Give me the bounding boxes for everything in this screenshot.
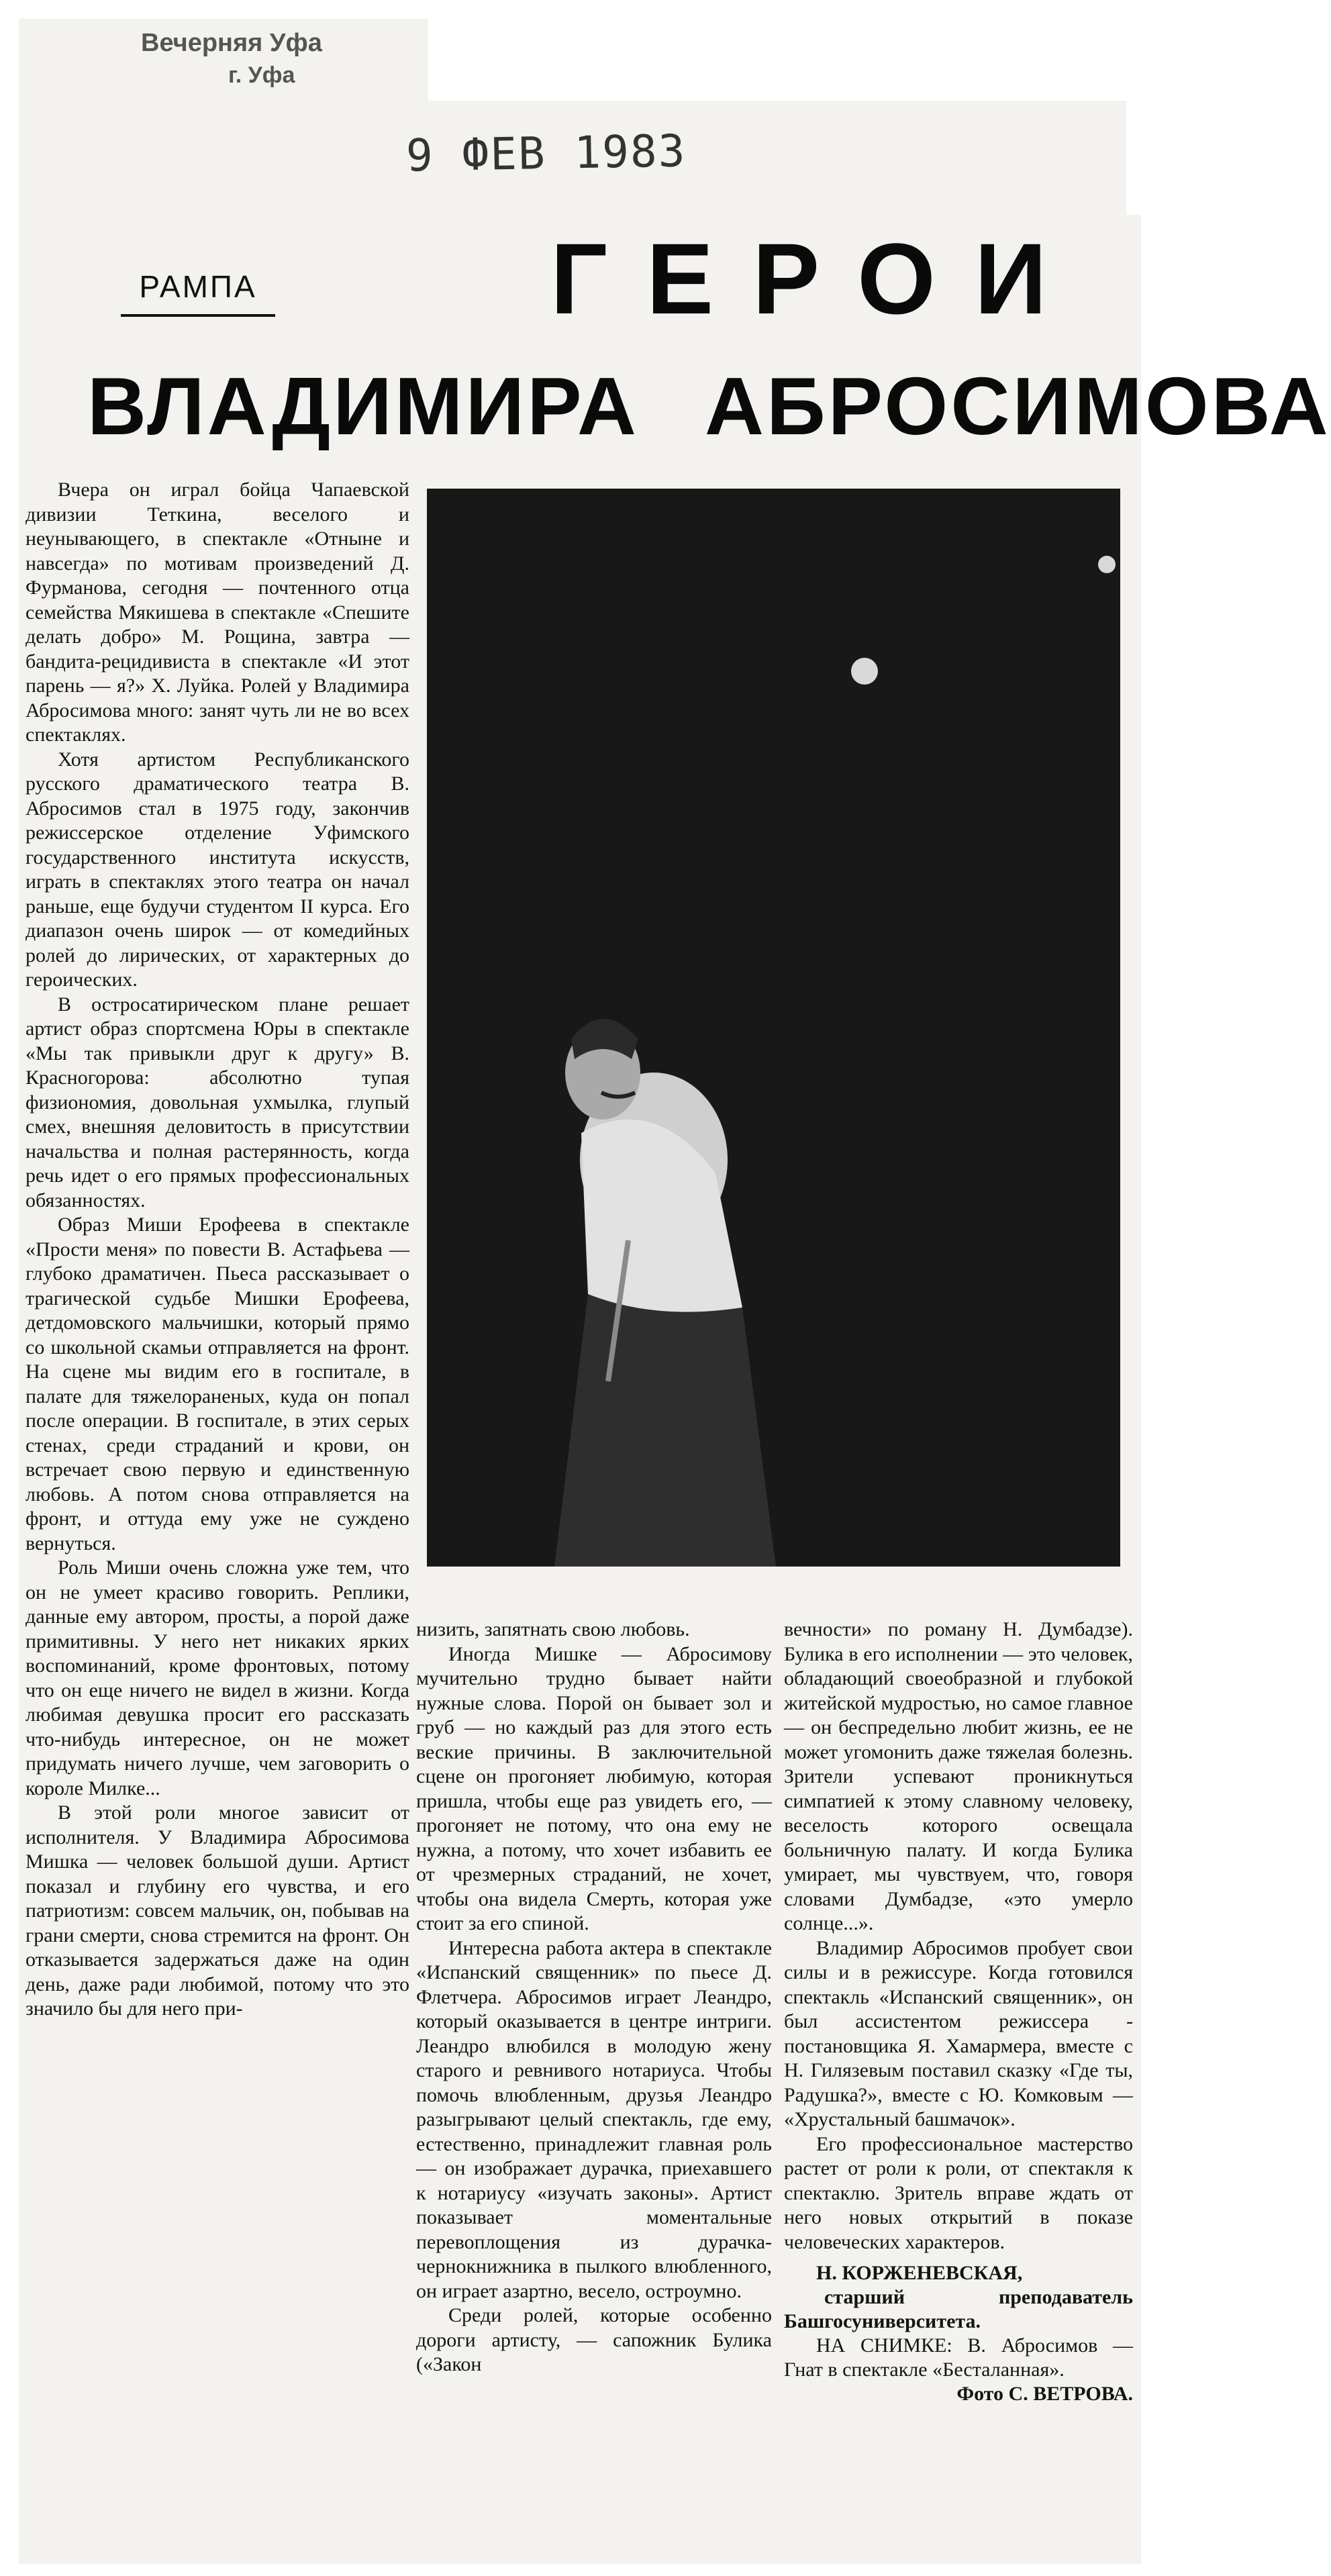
newspaper-name: Вечерняя Уфа — [141, 29, 322, 57]
rubric-underline — [121, 314, 275, 317]
article-column-3 — [784, 1618, 1133, 2406]
paragraph: Владимир Абросимов пробует свои силы и в режиссуре. Когда готовился спектакль «Испанский священник», он был ассистентом режиссера - постановщика Я. Хамармера, вместе с Н. Гилязевым поставил сказку «Где ты, Радушка?», вместе с Ю. Комковым — «Хрустальный башмачок». — [784, 1936, 1133, 2130]
author-role: старший преподаватель Башгосуниверситета. — [784, 2286, 1133, 2332]
paragraph: вечности» по роману Н. Думбадзе). Булика в его исполнении — это человек, обладающий своеобразной и глубокой житейской мудростью, но самое главное — он беспредельно любит жизнь, ее не может угомонить даже тяжелая болезнь. Зрители успевают проникнуться симпатией к этому славному человеку, веселость которого освещала больничную палату. И когда Булика умирает, мы чувствуем, что, говоря словами Думбадзе, «это умерло солнце...». — [784, 1618, 1133, 1934]
section-rubric — [121, 268, 275, 317]
paragraph: Роль Миши очень сложна уже тем, что он не умеет красиво говорить. Реплики, данные ему автором, просты, а порой даже примитивны. У него нет никаких ярких воспоминаний, кроме фронтовых, потому что он еще ничего не видел в жизни. Когда любимая девушка просит его рассказать что-нибудь интересное, он не может придумать ничего лучше, чем заговорить о короле Милке... — [26, 1556, 409, 1799]
paragraph: низить, запятнать свою любовь. — [416, 1618, 690, 1640]
rubric-label: РАМПА — [139, 269, 257, 304]
paragraph: Среди ролей, которые особенно дороги артисту, — сапожник Булика («Закон — [416, 2304, 772, 2375]
date-stamp: 9 ФЕВ 1983 — [405, 125, 687, 182]
article-column-1 — [26, 478, 409, 2022]
paragraph: Вчера он играл бойца Чапаевской дивизии Теткина, веселого и неунывающего, в спектакле «Отныне и навсегда» по мотивам произведений Д. Фурманова, сегодня — почтенного отца семейства Мякишева в спектакле «Спешите делать добро» М. Рощина, завтра — бандита-рецидивиста в спектакле «И этот парень — я?» Х. Луйка. Ролей у Владимира Абросимова много: занят чуть ли не во всех спектаклях. — [26, 479, 409, 746]
actor-figure — [427, 489, 1120, 1567]
article-signature — [784, 2261, 1133, 2406]
paragraph: Его профессиональное мастерство растет от роли к роли, от спектакля к спектаклю. Зритель вправе ждать от него новых открытий в показе человеческих характеров. — [784, 2132, 1133, 2253]
author-name: Н. КОРЖЕНЕВСКАЯ, — [816, 2262, 1023, 2284]
paragraph: В остросатирическом плане решает артист образ спортсмена Юры в спектакле «Мы так привыкли друг к другу» В. Красногорова: абсолютно тупая физиономия, довольная ухмылка, глупый смех, внешняя деловитость в присутствии начальства и полная растерянность, когда речь идет о его прямых профессиональных обязанностях. — [26, 993, 409, 1211]
newspaper-city: г. Уфа — [228, 62, 295, 88]
paragraph: Образ Миши Ерофеева в спектакле «Прости меня» по повести В. Астафьева — глубоко драматичен. Пьеса рассказывает о трагической судьбе Мишки Ерофеева, детдомовского мальчишки, который прямо со школьной скамьи отправляется на фронт. На сцене мы видим его в госпитале, в палате для тяжелораненых, куда он попал после операции. В госпитале, в этих серых стенах, среди страданий и крови, он встречает свою первую и единственную любовь. А потом снова отправляется на фронт, и оттуда ему уже не суждено вернуться. — [26, 1213, 409, 1554]
paragraph: Интересна работа актера в спектакле «Испанский священник» по пьесе Д. Флетчера. Абросимов играет Леандро, который оказывается в центре интриги. Леандро влюбился в молодую жену старого и ревнивого нотариуса. Чтобы помочь влюбленным, друзья Леандро разыгрывают целый спектакль, где ему, естественно, принадлежит главная роль — он изображает дурачка, приехавшего к нотариусу «изучать законы». Артист показывает моментальные перевоплощения из дурачка-чернокнижника в пылкого влюбленного, он играет азартно, весело, остроумно. — [416, 1936, 772, 2302]
newspaper-masthead — [141, 27, 409, 91]
actor-stage-photo — [427, 489, 1120, 1567]
article-column-2 — [416, 1618, 772, 2377]
paragraph: Хотя артистом Республиканского русского драматического театра В. Абросимов стал в 1975 году, закончив режиссерское отделение Уфимского государственного института искусств, играть в спектаклях этого театра он начал раньше, еще будучи студентом II курса. Его диапазон очень широк — от комедийных ролей до лирических, от характерных до героических. — [26, 748, 409, 991]
photo-credit: Фото С. ВЕТРОВА. — [956, 2383, 1133, 2405]
headline-line-2: ВЛАДИМИРА АБРОСИМОВА — [87, 360, 1331, 452]
photo-caption: НА СНИМКЕ: В. Абросимов — Гнат в спектакле «Бесталанная». — [784, 2334, 1133, 2381]
headline-line-1: ГЕРОИ — [550, 222, 1086, 335]
paragraph: В этой роли многое зависит от исполнителя. У Владимира Абросимова Мишка — человек большой души. Артист показал и глубину его чувства, и его патриотизм: совсем мальчик, он, побывав на грани смерти, снова стремится на фронт. Он отказывается задержаться даже на один день, даже ради любимой, потому что это значило бы для него при- — [26, 1801, 409, 2020]
paragraph: Иногда Мишке — Абросимову мучительно трудно бывает найти нужные слова. Порой он бывает зол и груб — но каждый раз для этого есть веские причины. В заключительной сцене он прогоняет любимую, которая пришла, чтобы еще раз увидеть его, — прогоняет не потому, что она ему не нужна, а потому, что хочет избавить ее от чрезмерных страданий, не хочет, чтобы она видела Смерть, которая уже стоит за его спиной. — [416, 1642, 772, 1934]
